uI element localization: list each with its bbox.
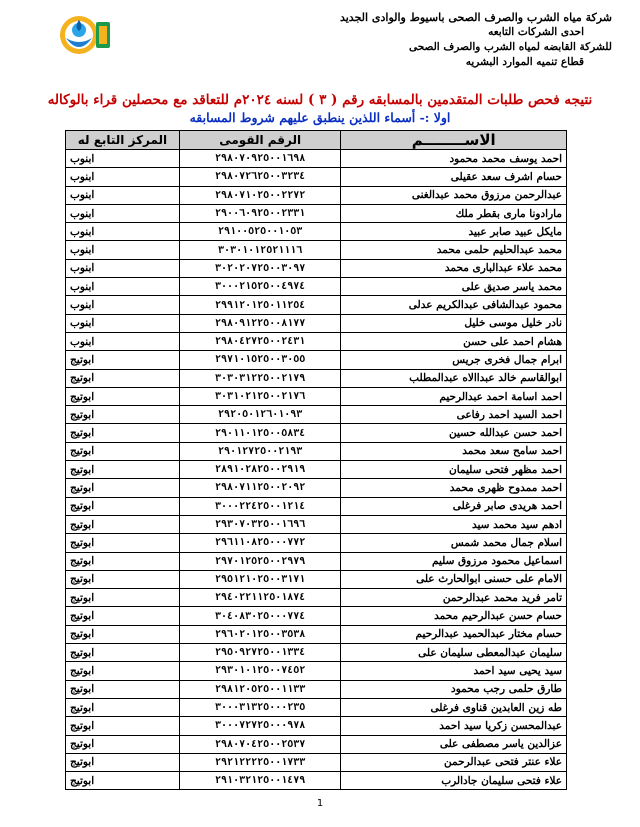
center-name: ابوتيج (66, 406, 180, 424)
table-row (66, 314, 567, 332)
center-name: ابوتيج (66, 442, 180, 460)
document-title: نتيجه فحص طلبات المتقدمين بالمسابقه رقم ( ٣ ) لسنه ٢٠٢٤م للتعاقد مع محصلين قراء بالوكاله (47, 92, 593, 108)
national-id: ٢٩٣٠١٠١٢٥٠٠٧٤٥٢ (179, 662, 341, 680)
table-row (66, 387, 567, 405)
center-name: ابوتيج (66, 369, 180, 387)
applicant-name: تامر فريد محمد عبدالرحمن (341, 589, 567, 607)
table-row (66, 589, 567, 607)
table-header-row (66, 131, 567, 150)
table-row (66, 753, 567, 771)
table-row (66, 168, 567, 186)
applicant-name: مارادونا مارى بقطر ملك (341, 204, 567, 222)
table-row (66, 461, 567, 479)
national-id: ٢٩٥١٢١٠٢٥٠٠٣١٧١ (179, 570, 341, 588)
applicant-name: علاء عنتر فتحى عبدالرحمن (341, 753, 567, 771)
center-name: ابنوب (66, 241, 180, 259)
center-name: ابوتيج (66, 680, 180, 698)
national-id: ٣٠٣١٠٢١٢٥٠٠٢١٧٦ (179, 387, 341, 405)
holding-company: للشركة القابضه لمياه الشرب والصرف الصحى (408, 41, 612, 53)
table-row (66, 680, 567, 698)
center-name: ابوتيج (66, 461, 180, 479)
national-id: ٣٠٤٠٨٣٠٢٥٠٠٠٧٧٤ (179, 607, 341, 625)
applicant-name: طارق حلمى رجب محمود (341, 680, 567, 698)
center-name: ابوتيج (66, 351, 180, 369)
table-row (66, 424, 567, 442)
center-name: ابوتيج (66, 662, 180, 680)
center-name: ابوتيج (66, 497, 180, 515)
table-row (66, 607, 567, 625)
table-row (66, 552, 567, 570)
center-name: ابوتيج (66, 644, 180, 662)
applicant-name: ابوالقاسم خالد عبداالاه عبدالمطلب (341, 369, 567, 387)
applicant-name: احمد اسامة احمد عبدالرحيم (341, 387, 567, 405)
table-row (66, 186, 567, 204)
page-number: 1 (316, 798, 324, 809)
applicant-name: حسام مختار عبدالحميد عبدالرحيم (341, 625, 567, 643)
national-id: ٢٩٠١١٠١٢٥٠٠٥٨٣٤ (179, 424, 341, 442)
table-row (66, 644, 567, 662)
national-id: ٢٩٣٠٧٠٣٢٥٠٠١٦٩٦ (179, 515, 341, 533)
national-id: ٢٩٧٠١٢٥٢٥٠٠٢٩٧٩ (179, 552, 341, 570)
center-name: ابوتيج (66, 753, 180, 771)
center-name: ابوتيج (66, 625, 180, 643)
national-id: ٢٩٠١٢٧٢٥٠٠٢١٩٣ (179, 442, 341, 460)
center-name: ابوتيج (66, 515, 180, 533)
table-row (66, 662, 567, 680)
national-id: ٢٩٨٠٧٠٤٢٥٠٠٢٥٣٧ (179, 735, 341, 753)
table-row (66, 442, 567, 460)
applicant-name: سيد يحيى سيد احمد (341, 662, 567, 680)
center-name: ابوتيج (66, 589, 180, 607)
center-name: ابوتيج (66, 552, 180, 570)
applicant-name: حسام حسن عبدالرحيم محمد (341, 607, 567, 625)
department-name: قطاع تنميه الموارد البشريه (465, 56, 584, 68)
applicant-name: ادهم سيد محمد سيد (341, 515, 567, 533)
applicant-name: عبدالمحسن زكريا سيد احمد (341, 717, 567, 735)
applicant-name: محمد ياسر صديق على (341, 278, 567, 296)
national-id: ٢٩٦٠٢٠١٢٥٠٠٣٥٣٨ (179, 625, 341, 643)
applicant-name: علاء فتحى سليمان جادالرب (341, 772, 567, 790)
table-row (66, 241, 567, 259)
column-header-name: الاســــــــم (341, 131, 567, 150)
table-row (66, 278, 567, 296)
applicant-name: مايكل عبيد صابر عبيد (341, 223, 567, 241)
table-row (66, 369, 567, 387)
national-id: ٢٩٨٠٧١١٢٥٠٠٢٠٩٢ (179, 479, 341, 497)
center-name: ابوتيج (66, 607, 180, 625)
national-id: ٢٩٢٠٥٠١٢٦٠١٠٩٣ (179, 406, 341, 424)
table-row (66, 406, 567, 424)
center-name: ابنوب (66, 296, 180, 314)
national-id: ٢٩٨٠٧١٠٢٥٠٠٢٢٧٢ (179, 186, 341, 204)
company-header (232, 10, 612, 70)
center-name: ابوتيج (66, 717, 180, 735)
national-id: ٢٩٨٠٧٠٩٢٥٠٠١٦٩٨ (179, 150, 341, 168)
center-name: ابنوب (66, 278, 180, 296)
center-name: ابنوب (66, 150, 180, 168)
table-row (66, 772, 567, 790)
center-name: ابوتيج (66, 570, 180, 588)
company-name: شركة مياه الشرب والصرف الصحى باسيوط والوادى الجديد (339, 11, 612, 24)
table-row (66, 625, 567, 643)
column-header-center: المركز التابع له (66, 131, 180, 150)
center-name: ابوتيج (66, 534, 180, 552)
company-affiliation: احدى الشركات التابعه (488, 26, 584, 38)
center-name: ابنوب (66, 314, 180, 332)
national-id: ٣٠٠٠٢١٥٢٥٠٠٤٩٧٤ (179, 278, 341, 296)
national-id: ٢٨٩١٠٢٨٢٥٠٠٢٩١٩ (179, 461, 341, 479)
table-row (66, 296, 567, 314)
applicant-name: احمد هريدى صابر فرغلى (341, 497, 567, 515)
applicant-name: محمود عبدالشافى عبدالكريم عدلى (341, 296, 567, 314)
applicant-name: احمد مظهر فتحى سليمان (341, 461, 567, 479)
national-id: ٢٩٠٠٦٠٩٢٥٠٠٢٣٣١ (179, 204, 341, 222)
national-id: ٢٩٨٠٧٢٦٢٥٠٠٣٢٣٤ (179, 168, 341, 186)
table-row (66, 515, 567, 533)
national-id: ٢٩٢١٢٢٢٢٥٠٠١٧٣٣ (179, 753, 341, 771)
national-id: ٣٠٠٠٣١٣٢٥٠٠٠٢٣٥ (179, 698, 341, 716)
table-row (66, 479, 567, 497)
table-row (66, 223, 567, 241)
table-row (66, 351, 567, 369)
section-subtitle: اولا :- أسماء اللذين ينطبق عليهم شروط المسابقه (189, 110, 451, 125)
center-name: ابنوب (66, 259, 180, 277)
table-row (66, 735, 567, 753)
national-id: ٣٠٣٠١٠١٢٥٢١١١٦ (179, 241, 341, 259)
center-name: ابوتيج (66, 424, 180, 442)
applicants-table (65, 130, 567, 790)
table-row (66, 332, 567, 350)
applicant-name: عزالدين ياسر مصطفى على (341, 735, 567, 753)
applicant-name: احمد يوسف محمد محمود (341, 150, 567, 168)
table-row (66, 534, 567, 552)
column-header-national-id: الرقم القومى (179, 131, 341, 150)
applicant-name: محمد علاء عبدالبارى محمد (341, 259, 567, 277)
applicant-name: نادر خليل موسى خليل (341, 314, 567, 332)
center-name: ابنوب (66, 223, 180, 241)
applicant-name: احمد ممدوح ظهرى محمد (341, 479, 567, 497)
applicant-name: عبدالرحمن مرزوق محمد عبدالغنى (341, 186, 567, 204)
applicant-name: اسماعيل محمود مرزوق سليم (341, 552, 567, 570)
center-name: ابنوب (66, 332, 180, 350)
national-id: ٢٩٨١٢٠٥٢٥٠٠١١٣٣ (179, 680, 341, 698)
national-id: ٢٩٤٠٢٢١١٢٥٠١٨٧٤ (179, 589, 341, 607)
table-row (66, 497, 567, 515)
applicant-name: ابرام جمال فخرى جريس (341, 351, 567, 369)
applicant-name: حسام اشرف سعد عقيلى (341, 168, 567, 186)
national-id: ٣٠٠٠٧٢٧٢٥٠٠٠٩٧٨ (179, 717, 341, 735)
table-row (66, 698, 567, 716)
applicant-name: سليمان عبدالمعطى سليمان على (341, 644, 567, 662)
table-row (66, 259, 567, 277)
national-id: ٢٩١٠٣٢١٢٥٠٠١٤٧٩ (179, 772, 341, 790)
national-id: ٢٩١٠٠٥٢٥٠٠١٠٥٣ (179, 223, 341, 241)
national-id: ٣٠٢٠٢٠٧٢٥٠٠٣٠٩٧ (179, 259, 341, 277)
national-id: ٢٩٨٠٩١٢٢٥٠٠٨١٧٧ (179, 314, 341, 332)
national-id: ٣٠٣٠٣١٢٢٥٠٠٢١٧٩ (179, 369, 341, 387)
table-row (66, 204, 567, 222)
applicant-name: احمد سامح سعد محمد (341, 442, 567, 460)
applicant-name: احمد السيد احمد رفاعى (341, 406, 567, 424)
applicant-name: اسلام جمال محمد شمس (341, 534, 567, 552)
center-name: ابوتيج (66, 735, 180, 753)
national-id: ٢٩٨٠٤٢٧٢٥٠٠٢٤٣١ (179, 332, 341, 350)
national-id: ٢٩٩١٢٠١٢٥٠١١٢٥٤ (179, 296, 341, 314)
table-row (66, 150, 567, 168)
national-id: ٢٩٥٠٩٢٧٢٥٠٠١٣٣٤ (179, 644, 341, 662)
national-id: ٢٩٦١١٠٨٢٥٠٠٠٧٧٢ (179, 534, 341, 552)
center-name: ابوتيج (66, 698, 180, 716)
table-row (66, 570, 567, 588)
center-name: ابنوب (66, 186, 180, 204)
center-name: ابوتيج (66, 479, 180, 497)
applicant-name: احمد حسن عبدالله حسين (341, 424, 567, 442)
center-name: ابوتيج (66, 387, 180, 405)
center-name: ابوتيج (66, 772, 180, 790)
applicant-name: هشام احمد على حسن (341, 332, 567, 350)
center-name: ابنوب (66, 168, 180, 186)
applicant-name: الامام على حسنى ابوالحارث على (341, 570, 567, 588)
center-name: ابنوب (66, 204, 180, 222)
applicant-name: طه زين العابدين قناوى فرغلى (341, 698, 567, 716)
national-id: ٣٠٠٠٢٢٤٢٥٠٠١٢١٤ (179, 497, 341, 515)
applicant-name: محمد عبدالحليم حلمى محمد (341, 241, 567, 259)
company-logo-icon (58, 12, 114, 58)
table-row (66, 717, 567, 735)
national-id: ٢٩٧١٠١٥٢٥٠٠٣٠٥٥ (179, 351, 341, 369)
